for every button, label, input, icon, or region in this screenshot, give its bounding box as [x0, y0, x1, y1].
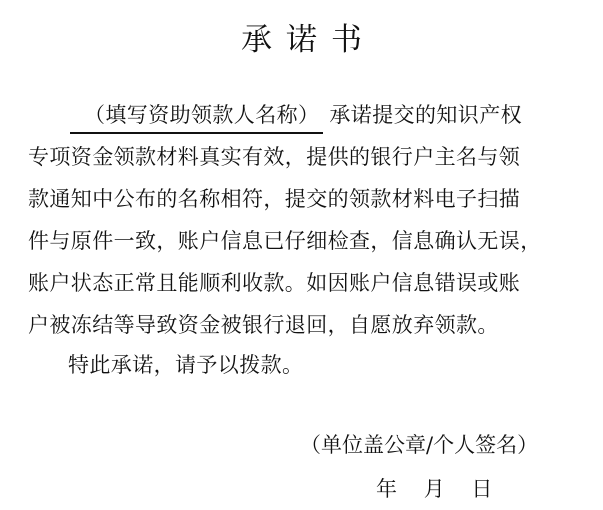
paragraph-line-4: 件与原件一致，账户信息已仔细检查，信息确认无误， — [28, 229, 542, 253]
paragraph-line-3: 款通知中公布的名称相符，提交的领款材料电子扫描 — [28, 187, 521, 211]
paragraph-line-1 — [70, 100, 522, 134]
paragraph-line-1-text: 承诺提交的知识产权 — [329, 103, 523, 127]
page-title: 承诺书 — [241, 22, 376, 58]
date-line: 年 月 日 — [376, 477, 493, 501]
paragraph-line-2: 专项资金领款材料真实有效，提供的银行户主名与领 — [28, 145, 521, 169]
payee-name-blank: （填写资助领款人名称） — [70, 100, 323, 134]
paragraph-line-6: 户被冻结等导致资金被银行退回，自愿放弃领款。 — [28, 313, 499, 337]
paragraph-line-5: 账户状态正常且能顺利收款。如因账户信息错误或账 — [28, 271, 521, 295]
signature-line: （单位盖公章/个人签名） — [300, 433, 539, 457]
closing-statement: 特此承诺，请予以拨款。 — [68, 353, 304, 377]
